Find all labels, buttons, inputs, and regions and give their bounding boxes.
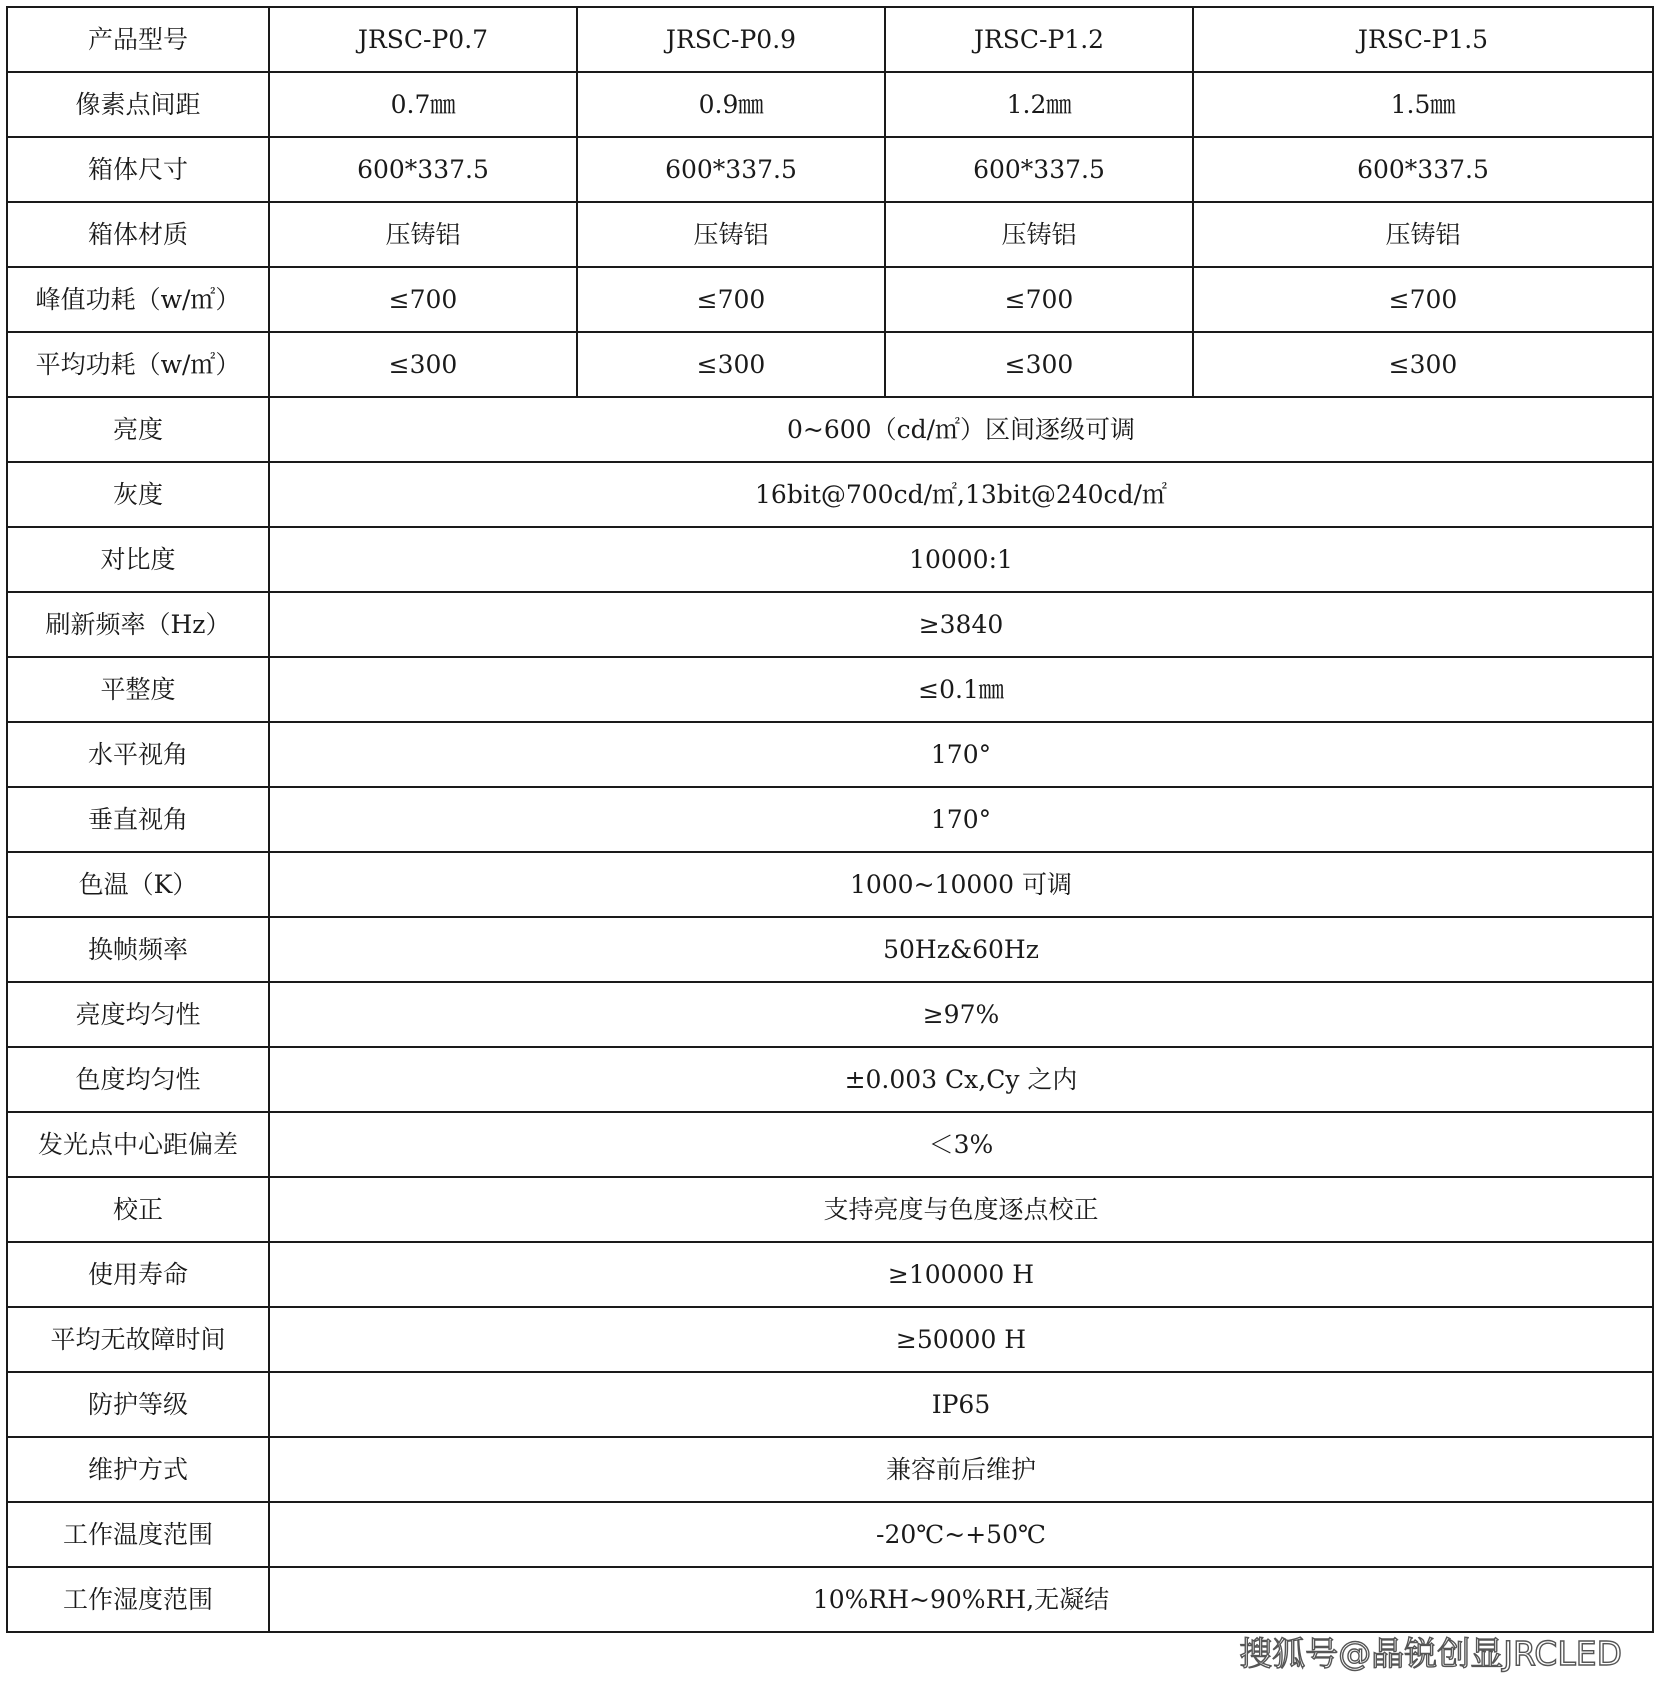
cell-value: ≤300: [269, 332, 577, 397]
row-label: 亮度均匀性: [7, 982, 269, 1047]
cell-value: 600*337.5: [577, 137, 885, 202]
table-row: [7, 397, 1653, 462]
table-row: [7, 1437, 1653, 1502]
shared-value: ≥50000 H: [269, 1307, 1653, 1372]
cell-value: ≤300: [577, 332, 885, 397]
row-label: 色温（K）: [7, 852, 269, 917]
shared-value: -20℃~+50℃: [269, 1502, 1653, 1567]
model-name: JRSC-P1.2: [885, 7, 1193, 72]
model-name: JRSC-P0.9: [577, 7, 885, 72]
row-label: 峰值功耗（w/㎡）: [7, 267, 269, 332]
row-label: 对比度: [7, 527, 269, 592]
row-label: 平整度: [7, 657, 269, 722]
row-label: 防护等级: [7, 1372, 269, 1437]
row-label: 维护方式: [7, 1437, 269, 1502]
table-row: [7, 1112, 1653, 1177]
shared-value: 50Hz&60Hz: [269, 917, 1653, 982]
shared-value: 10000:1: [269, 527, 1653, 592]
row-label: 使用寿命: [7, 1242, 269, 1307]
table-row: [7, 1177, 1653, 1242]
cell-value: ≤300: [885, 332, 1193, 397]
row-label: 箱体尺寸: [7, 137, 269, 202]
shared-value: 170°: [269, 787, 1653, 852]
table-row: [7, 1047, 1653, 1112]
row-label: 工作温度范围: [7, 1502, 269, 1567]
shared-value: ≥97%: [269, 982, 1653, 1047]
shared-value: ＜3%: [269, 1112, 1653, 1177]
cell-value: 1.2㎜: [885, 72, 1193, 137]
shared-value: ≥3840: [269, 592, 1653, 657]
cell-value: ≤700: [269, 267, 577, 332]
shared-value: 16bit@700cd/㎡,13bit@240cd/㎡: [269, 462, 1653, 527]
cell-value: ≤700: [577, 267, 885, 332]
cell-value: 600*337.5: [269, 137, 577, 202]
row-label: 刷新频率（Hz）: [7, 592, 269, 657]
cell-value: 压铸铝: [577, 202, 885, 267]
table-row: [7, 917, 1653, 982]
table-row: [7, 332, 1653, 397]
table-row: [7, 982, 1653, 1047]
cell-value: 压铸铝: [885, 202, 1193, 267]
row-label: 像素点间距: [7, 72, 269, 137]
table-row: [7, 1502, 1653, 1567]
table-row: [7, 202, 1653, 267]
row-label: 工作湿度范围: [7, 1567, 269, 1632]
cell-value: 600*337.5: [1193, 137, 1653, 202]
header-label: 产品型号: [7, 7, 269, 72]
table-row: [7, 787, 1653, 852]
spec-table: [6, 6, 1654, 1633]
cell-value: ≤300: [1193, 332, 1653, 397]
table-row: [7, 267, 1653, 332]
shared-value: IP65: [269, 1372, 1653, 1437]
table-row: [7, 462, 1653, 527]
shared-value: 1000~10000 可调: [269, 852, 1653, 917]
table-row: [7, 657, 1653, 722]
watermark-text: 搜狐号@晶锐创显JRCLED: [1239, 1634, 1622, 1673]
row-label: 校正: [7, 1177, 269, 1242]
cell-value: ≤700: [1193, 267, 1653, 332]
row-label: 箱体材质: [7, 202, 269, 267]
row-label: 发光点中心距偏差: [7, 1112, 269, 1177]
shared-value: ±0.003 Cx,Cy 之内: [269, 1047, 1653, 1112]
table-row: [7, 592, 1653, 657]
row-label: 换帧频率: [7, 917, 269, 982]
cell-value: 0.7㎜: [269, 72, 577, 137]
row-label: 垂直视角: [7, 787, 269, 852]
cell-value: 1.5㎜: [1193, 72, 1653, 137]
table-row: [7, 852, 1653, 917]
row-label: 色度均匀性: [7, 1047, 269, 1112]
table-row: [7, 1567, 1653, 1632]
model-name: JRSC-P1.5: [1193, 7, 1653, 72]
cell-value: 压铸铝: [269, 202, 577, 267]
cell-value: 压铸铝: [1193, 202, 1653, 267]
shared-value: 支持亮度与色度逐点校正: [269, 1177, 1653, 1242]
table-row: [7, 527, 1653, 592]
header-row: [7, 7, 1653, 72]
table-row: [7, 722, 1653, 787]
row-label: 平均无故障时间: [7, 1307, 269, 1372]
table-row: [7, 1307, 1653, 1372]
row-label: 平均功耗（w/㎡）: [7, 332, 269, 397]
table-row: [7, 1242, 1653, 1307]
shared-value: ≤0.1㎜: [269, 657, 1653, 722]
shared-value: 170°: [269, 722, 1653, 787]
model-name: JRSC-P0.7: [269, 7, 577, 72]
cell-value: 0.9㎜: [577, 72, 885, 137]
row-label: 灰度: [7, 462, 269, 527]
table-row: [7, 137, 1653, 202]
shared-value: 兼容前后维护: [269, 1437, 1653, 1502]
row-label: 亮度: [7, 397, 269, 462]
shared-value: ≥100000 H: [269, 1242, 1653, 1307]
row-label: 水平视角: [7, 722, 269, 787]
shared-value: 0~600（cd/㎡）区间逐级可调: [269, 397, 1653, 462]
cell-value: ≤700: [885, 267, 1193, 332]
shared-value: 10%RH~90%RH,无凝结: [269, 1567, 1653, 1632]
table-row: [7, 72, 1653, 137]
table-row: [7, 1372, 1653, 1437]
cell-value: 600*337.5: [885, 137, 1193, 202]
